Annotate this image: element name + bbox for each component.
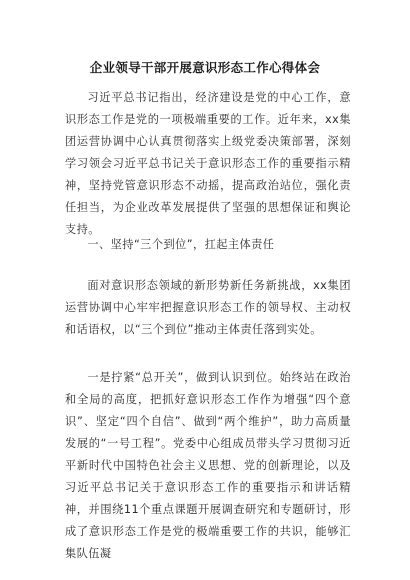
document-title: 企业领导干部开展意识形态工作心得体会 [89, 60, 321, 75]
paragraph-section-1-point-1: 一是拧紧“总开关”，做到认识到位。始终站在政治和全局的高度，把抓好意识形态工作作为增强“四个意识”、坚定“四个自信”、做到“两个维护”，助力高质量发展的“一号工程”。党委中心组成员带头学习贯彻习近平新时代中国特色社会主义思想、党的创新理论，以及习近平总书记关于意识形态工作的重要指示和讲话精神，并围绕11个重点课题开展调查研究和专题研讨，形成了意识形态工作是党的极端重要工作的共识，能够汇集队伍凝 [65, 371, 351, 560]
paragraph-section-1-intro: 面对意识形态领域的新形势新任务新挑战，xx集团运营协调中心牢牢把握意识形态工作的领导权、主动权和话语权，以“三个到位”推动主体责任落到实处。 [65, 279, 351, 336]
section-heading-1: 一、坚持“三个到位”，扛起主体责任 [87, 238, 275, 251]
paragraph-intro: 习近平总书记指出，经济建设是党的中心工作，意识形态工作是党的一项极端重要的工作。近年来，xx集团运营协调中心认真贯彻落实上级党委决策部署，深刻学习领会习近平总书记关于意识形态工作的重要指示精神，坚持党管意识形态不动摇，提高政治站位，强化责任担当，为企业改革发展提供了坚强的思想保证和舆论支持。 [65, 91, 351, 236]
